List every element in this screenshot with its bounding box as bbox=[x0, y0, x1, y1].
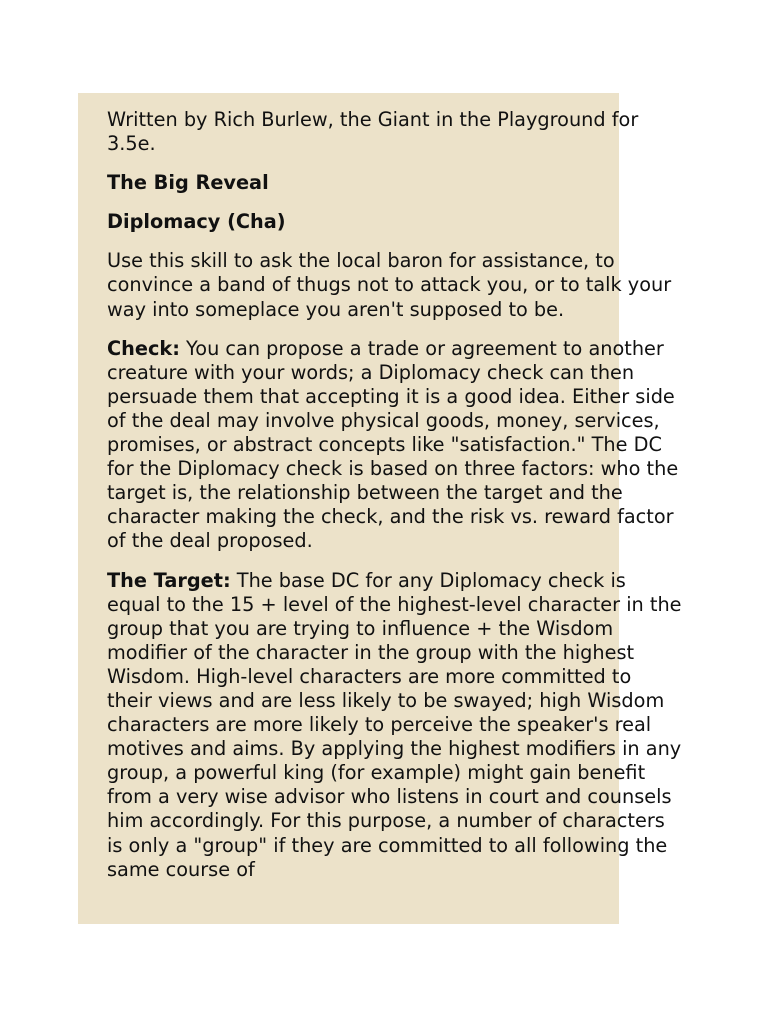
check-lead: Check: bbox=[107, 336, 180, 360]
description-paragraph: Use this skill to ask the local baron for assistance, to convince a band of thugs not to attack you, or to talk your way into someplace you aren't supposed to be. bbox=[107, 249, 672, 321]
check-paragraph bbox=[107, 337, 682, 554]
intro-paragraph: Written by Rich Burlew, the Giant in the Playground for 3.5e. bbox=[107, 108, 639, 156]
check-text: You can propose a trade or agreement to another creature with your words; a Diplomacy check can then persuade them that accepting it is a good idea. Either side of the deal may involve physical goods, money, services, promises, or abstract concepts like "satisfaction." The DC for the Diplomacy check is based on three factors: who the target is, the relationship between the target and the character making the check, and the risk vs. reward factor of the deal proposed. bbox=[107, 336, 679, 553]
document-text bbox=[107, 108, 682, 897]
skill-heading: Diplomacy (Cha) bbox=[107, 210, 286, 234]
target-lead: The Target: bbox=[107, 568, 231, 592]
target-paragraph bbox=[107, 569, 682, 882]
main-heading: The Big Reveal bbox=[107, 171, 269, 195]
target-text: The base DC for any Diplomacy check is equal to the 15 + level of the highest-level character in the group that you are trying to influence + the Wisdom modifier of the character in the group with the highest Wisdom. High-level characters are more committed to their views and are less likely to be swayed; high Wisdom characters are more likely to perceive the speaker's real motives and aims. By applying the highest modifiers in any group, a powerful king (for example) might gain benefit from a very wise advisor who listens in court and counsels him accordingly. For this purpose, a number of characters is only a "group" if they are committed to all following the same course of bbox=[107, 568, 682, 881]
